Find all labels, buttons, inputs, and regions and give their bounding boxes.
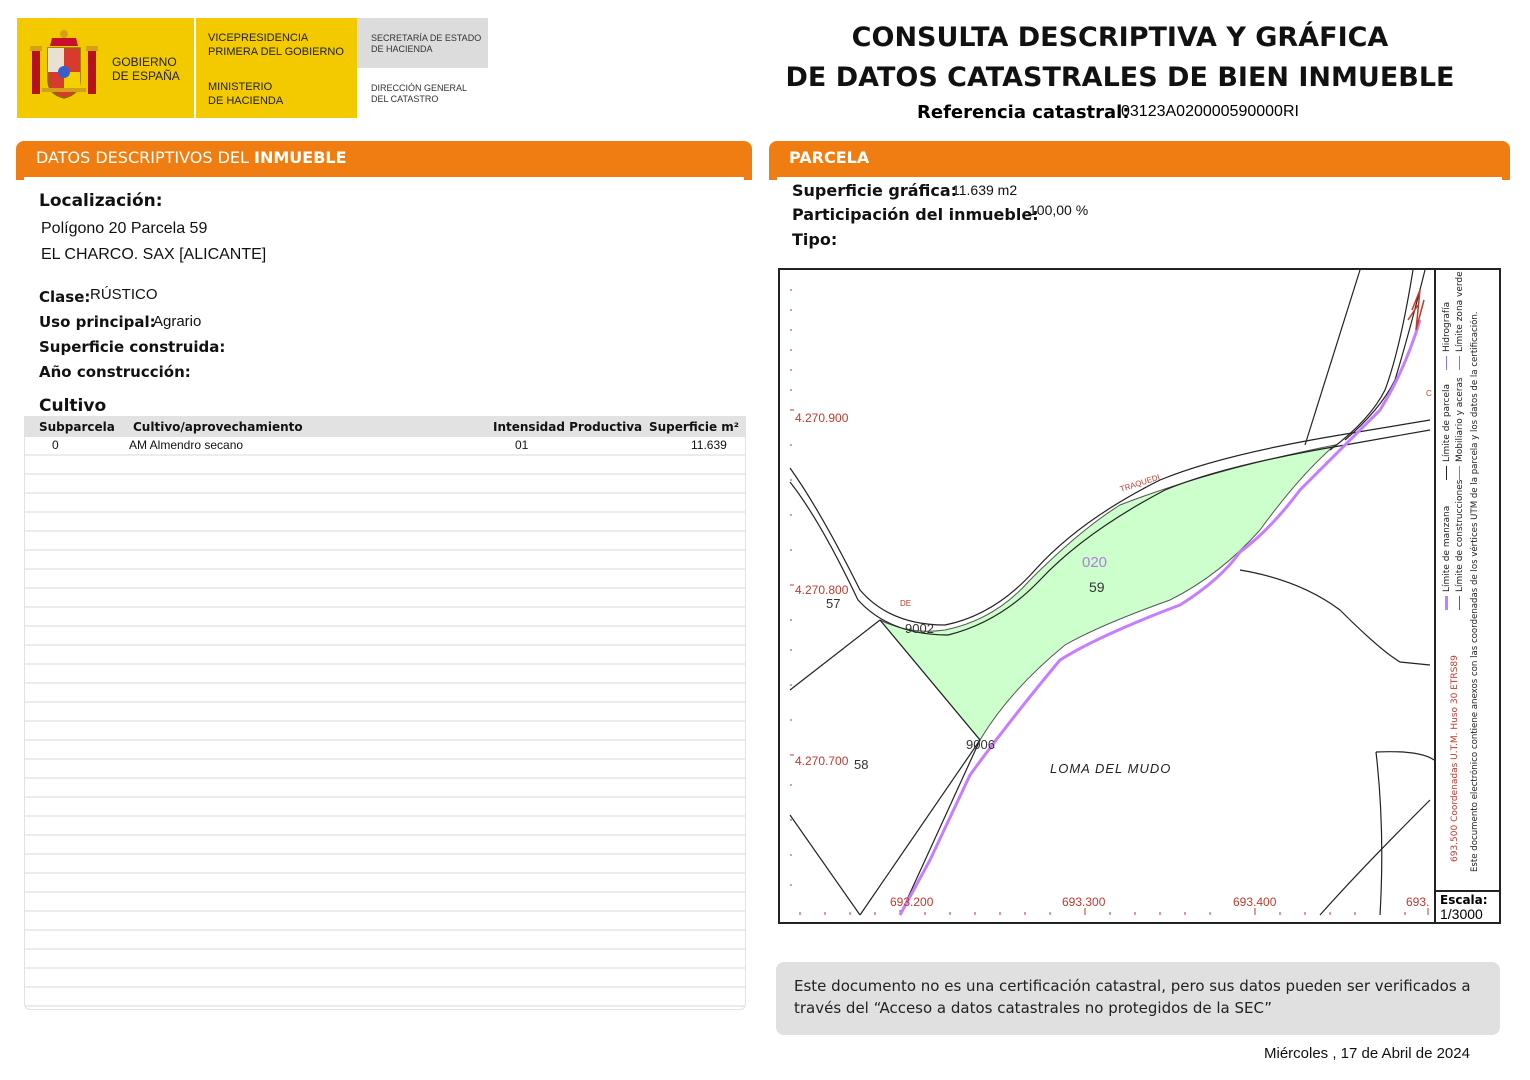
table-row <box>25 855 746 874</box>
ministerio-text: MINISTERIO DE HACIENDA <box>208 81 284 107</box>
table-row <box>25 608 746 627</box>
parcela-58-label: 58 <box>854 757 869 772</box>
tipo-label: Tipo: <box>792 230 838 249</box>
cell-superficie: 11.639 <box>691 438 727 452</box>
table-rows <box>25 437 746 1007</box>
parcela-9002-label: 9002 <box>905 621 934 636</box>
ref-catastral-value: 03123A020000590000RI <box>1121 103 1299 120</box>
traquedi-label: TRAQUEDI <box>1118 472 1161 494</box>
table-row <box>25 665 746 684</box>
legend-mobiliario-aceras: Mobiliario y aceras <box>1455 377 1465 480</box>
table-row <box>25 627 746 646</box>
uso-principal-value: Agrario <box>153 313 202 330</box>
parcela-label: 59 <box>1089 579 1105 595</box>
y-tick-label: 4.270.900 <box>795 411 849 425</box>
document-title: CONSULTA DESCRIPTIVA Y GRÁFICA DE DATOS CATASTRALES DE BIEN INMUEBLE <box>785 22 1455 93</box>
y-tick-label: 4.270.800 <box>795 583 849 597</box>
clase-value: RÚSTICO <box>90 286 158 303</box>
x-tick-label: 693.200 <box>890 895 934 909</box>
legend-hidrografia: Hidrografía <box>1442 302 1452 370</box>
legend-limite-manzana: Límite de manzana <box>1442 506 1452 610</box>
table-row <box>25 874 746 893</box>
secretaria-text: SECRETARÍA DE ESTADO DE HACIENDA <box>371 33 482 54</box>
parcela-57-label: 57 <box>826 596 841 611</box>
vicepresidencia-text: VICEPRESIDENCIA PRIMERA DEL GOBIERNO <box>208 32 344 58</box>
table-row <box>25 722 746 741</box>
clase-label: Clase: <box>39 288 91 306</box>
x-tick-label: 693.300 <box>1062 895 1106 909</box>
participacion-value: 100,00 % <box>1029 202 1089 218</box>
table-row <box>25 912 746 931</box>
document-date: Miércoles , 17 de Abril de 2024 <box>1264 1045 1470 1062</box>
poligono-label: 020 <box>1082 554 1108 571</box>
map-x-ticks <box>800 908 1428 915</box>
parcela-9006-label: 9006 <box>966 737 995 752</box>
scale-value: 1/3000 <box>1440 906 1483 922</box>
bar-corner <box>769 170 777 180</box>
header-intensidad: Intensidad Productiva <box>493 420 643 434</box>
table-row <box>25 532 746 551</box>
table-row <box>25 893 746 912</box>
map-y-ticks <box>790 290 794 885</box>
localizacion-line2: EL CHARCO. SAX [ALICANTE] <box>41 246 267 263</box>
parcel-map <box>778 268 1501 924</box>
table-row <box>25 779 746 798</box>
parcela-bar: PARCELA <box>769 141 1510 177</box>
legend-divider <box>1434 270 1436 924</box>
c-label: C <box>1426 389 1432 398</box>
cell-cultivo: AM Almendro secano <box>129 438 244 452</box>
ref-catastral-label: Referencia catastral: <box>917 102 1130 123</box>
verification-notice: Este documento no es una certificación catastral, pero sus datos pueden ser verificados a través del “Acceso a datos catastrales no protegidos de la SEC” <box>776 962 1500 1035</box>
cell-subparcela: 0 <box>52 438 59 452</box>
table-row <box>25 684 746 703</box>
cell-intensidad: 01 <box>515 438 529 452</box>
table-row <box>25 646 746 665</box>
table-row <box>25 551 746 570</box>
table-row <box>25 950 746 969</box>
coat-of-arms-icon <box>28 28 100 106</box>
table-row <box>25 703 746 722</box>
scale-label: Escala: <box>1440 893 1488 907</box>
table-row <box>25 589 746 608</box>
y-tick-label: 4.270.700 <box>795 754 849 768</box>
table-row <box>25 760 746 779</box>
table-row <box>25 494 746 513</box>
map-drawing <box>780 270 1434 924</box>
superficie-grafica-label: Superficie gráfica: <box>792 181 958 200</box>
localizacion-label: Localización: <box>39 191 163 211</box>
legend-limite-construcciones: Límite de construcciones <box>1455 480 1465 610</box>
datos-descriptivos-bar: DATOS DESCRIPTIVOS DEL INMUEBLE <box>16 141 752 177</box>
x-tick-label: 693. <box>1406 895 1430 909</box>
x-tick-label: 693.400 <box>1233 895 1277 909</box>
gobierno-espana-text: GOBIERNO DE ESPAÑA <box>112 55 180 83</box>
legend-limite-parcela: Límite de parcela <box>1442 384 1452 480</box>
table-row <box>25 969 746 988</box>
table-row <box>25 570 746 589</box>
participacion-label: Participación del inmueble: <box>792 205 1039 224</box>
table-row <box>25 513 746 532</box>
table-row <box>25 475 746 494</box>
bar-corner <box>1502 170 1510 180</box>
table-row <box>25 741 746 760</box>
table-row <box>25 798 746 817</box>
anio-construccion-label: Año construcción: <box>39 363 191 381</box>
bar-corner <box>744 170 752 180</box>
superficie-construida-label: Superficie construida: <box>39 338 226 356</box>
table-row <box>25 931 746 950</box>
direccion-text: DIRECCIÓN GENERAL DEL CATASTRO <box>371 83 468 104</box>
table-row <box>25 836 746 855</box>
header-cultivo: Cultivo/aprovechamiento <box>133 420 303 434</box>
superficie-grafica-value: 11.639 m2 <box>952 182 1018 198</box>
de-label: DE <box>900 599 912 608</box>
legend-coordinates: 693.500 Coordenadas U.T.M. Huso 30 ETRS89 <box>1450 655 1460 862</box>
bar-corner <box>16 170 24 180</box>
table-row <box>25 817 746 836</box>
header-superficie: Superficie m² <box>649 420 740 434</box>
table-row <box>25 988 746 1007</box>
header-divider <box>194 18 196 118</box>
localizacion-line1: Polígono 20 Parcela 59 <box>41 220 208 237</box>
uso-principal-label: Uso principal: <box>39 313 156 331</box>
table-row <box>25 456 746 475</box>
table-header <box>25 417 746 437</box>
header-subparcela: Subparcela <box>39 420 115 434</box>
cultivo-table <box>24 416 746 1010</box>
loma-del-mudo-label: LOMA DEL MUDO <box>1050 761 1172 776</box>
parcel-limit-line <box>900 320 1420 915</box>
cultivo-title: Cultivo <box>39 396 107 416</box>
legend-note: Este documento electrónico contiene anexos con las coordenadas de los vértices UTM de la parcela y los datos de la certificación. <box>1470 311 1480 872</box>
legend-limite-zona-verde: Límite zona verde <box>1455 271 1465 370</box>
parcel-59-area <box>880 445 1335 740</box>
